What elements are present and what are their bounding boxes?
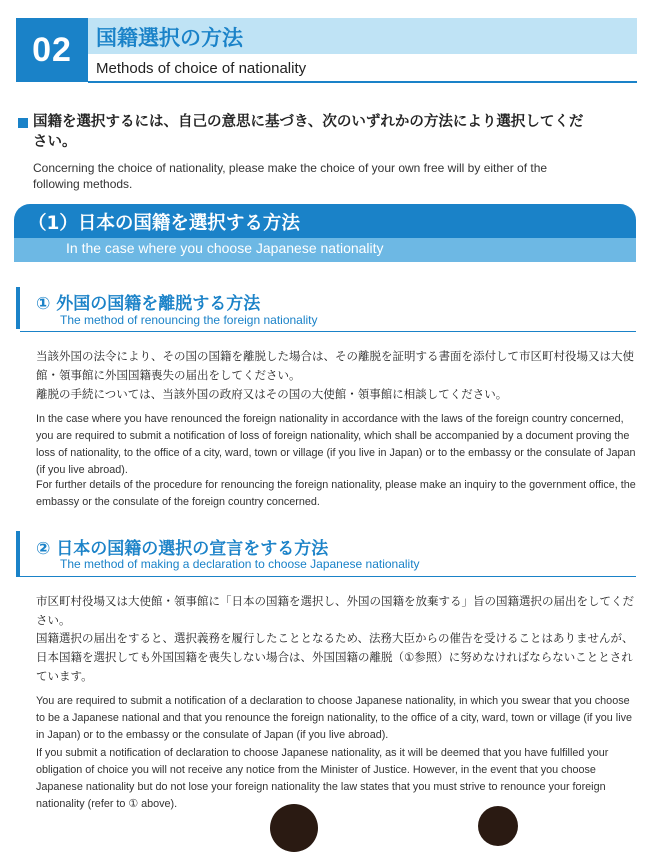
intro-text-en: Concerning the choice of nationality, please make the choice of your own free will by either of the following methods. [33, 161, 548, 191]
subsection-divider [20, 576, 636, 577]
sub1-body-en-2: For further details of the procedure for renouncing the foreign nationality, please make an inquiry to the government office, the embassy or the consulate of the foreign country concerned. [36, 479, 636, 508]
decorative-illustration [478, 806, 518, 846]
sub1-body-en-1: In the case where you have renounced the foreign nationality in accordance with the laws of the foreign country concerned, you are required to submit a notification of loss of foreign nationality, which shall be accompanied by a document proving the loss of nationality, to the office of a city, ward, town or village (if you live in Japan) or to the embassy or the consulate of Japan (if you live abroad). [36, 413, 636, 476]
subsection-title-jp: ② 日本の国籍の選択の宣言をする方法 [36, 539, 329, 559]
sub1-body-jp-1: 当該外国の法令により、その国の国籍を離脱した場合は、その離脱を証明する書面を添付して市区町村役場又は大使館・領事館に外国国籍喪失の届出をしてください。 [36, 349, 634, 382]
section-number-badge: 02 [16, 18, 88, 82]
subsection-title-en: The method of making a declaration to choose Japanese nationality [60, 557, 420, 571]
sub2-body-jp-1: 市区町村役場又は大使館・領事館に「日本の国籍を選択し、外国の国籍を放棄する」旨の国籍選択の届出をしてください。 [36, 594, 634, 627]
page-title-jp: 国籍選択の方法 [96, 26, 243, 50]
subsection-marker-bar [16, 531, 20, 577]
section-title-en: In the case where you choose Japanese nationality [66, 240, 384, 256]
sub1-body-jp-2: 離脱の手続については、当該外国の政府又はその国の大使館・領事館に相談してください。 [36, 387, 508, 401]
subsection-title-jp: ① 外国の国籍を離脱する方法 [36, 294, 261, 314]
subsection-title-en: The method of renouncing the foreign nationality [60, 313, 318, 327]
decorative-illustration [270, 804, 318, 852]
intro-text-jp: 国籍を選択するには、自己の意思に基づき、次のいずれかの方法により選択してください。 [33, 114, 584, 150]
page-title-en: Methods of choice of nationality [96, 60, 307, 77]
sub2-body-jp-2: 国籍選択の届出をすると、選択義務を履行したこととなるため、法務大臣からの催告を受けることはありませんが、日本国籍を選択しても外国国籍を喪失しない場合は、外国国籍の離脱（①参照）に努めなければならないこととされています。 [36, 631, 634, 683]
sub2-body-en-1: You are required to submit a notification of a declaration to choose Japanese nationality, in which you swear that you choose to be a Japanese national and that you renounce the foreign nationality, to the office of a city, ward, town or village (if you live in Japan) or to the embassy or the consulate of Japan (if you live abroad). [36, 695, 632, 741]
subsection-divider [20, 331, 636, 332]
square-bullet-icon [18, 118, 28, 128]
title-divider [88, 81, 637, 83]
subsection-marker-bar [16, 287, 20, 329]
section-title-jp: （1）日本の国籍を選択する方法 [28, 213, 300, 234]
sub2-body-en-2: If you submit a notification of declaration to choose Japanese nationality, as it will be deemed that you have fulfilled your obligation of choice you will not receive any notice from the Minister of Justice. However, in the event that you choose Japanese nationality but do not lose your foreign nationality the law states that you must strive to renounce your foreign nationality (refer to ① above). [36, 747, 609, 810]
